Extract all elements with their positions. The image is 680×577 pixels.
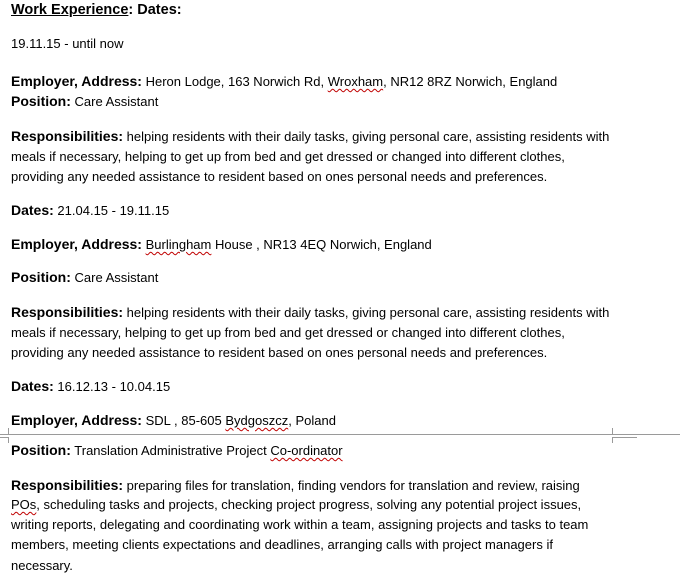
responsibilities-label: Responsibilities: — [11, 477, 124, 493]
job3-resp-line: necessary. — [11, 558, 73, 573]
job3-dates — [11, 376, 170, 397]
job2-resp-line: meals if necessary, helping to get up from bed and get dressed or changed into different clothes, — [11, 325, 565, 340]
job1-dates: 19.11.15 - until now — [11, 36, 124, 51]
employer-label: Employer, Address: — [11, 412, 142, 428]
work-experience-heading: Work Experience — [11, 2, 129, 18]
dates-heading: : Dates: — [128, 2, 182, 18]
position-text: Care Assistant — [74, 94, 159, 109]
position-label: Position: — [11, 442, 71, 458]
spellcheck-word: Bydgoszcz — [225, 413, 289, 428]
job3-position — [11, 440, 343, 461]
responsibilities-label: Responsibilities: — [11, 304, 124, 320]
resp-text: helping residents with their daily tasks, giving personal care, assisting residents with — [126, 305, 610, 320]
job3-resp-line: members, meeting clients expectations and deadlines, arranging calls with project managers if — [11, 537, 553, 552]
section-heading — [11, 0, 182, 20]
job3-employer — [11, 410, 336, 431]
employer-text: , Poland — [288, 413, 336, 428]
job3-resp-line — [11, 495, 581, 515]
page-break-line — [0, 434, 680, 435]
job1-position — [11, 91, 158, 112]
job1-resp-line: providing any needed assistance to resident based on ones personal needs and preferences. — [11, 169, 548, 184]
job1-resp-line: meals if necessary, helping to get up from bed and get dressed or changed into different clothes, — [11, 149, 565, 164]
page-margin-mark — [612, 437, 637, 443]
job1-employer — [11, 71, 557, 92]
spellcheck-word: Burlingham — [145, 237, 212, 252]
dates-label: Dates: — [11, 378, 54, 394]
job3-resp-line — [11, 475, 580, 496]
spellcheck-word: POs — [11, 497, 37, 512]
position-text: Translation Administrative Project — [74, 443, 271, 458]
dates-text: 16.12.13 - 10.04.15 — [57, 379, 171, 394]
job1-resp-line — [11, 126, 609, 147]
employer-label: Employer, Address: — [11, 73, 142, 89]
job2-resp-line: providing any needed assistance to resident based on ones personal needs and preferences. — [11, 345, 548, 360]
resp-text: preparing files for translation, finding vendors for translation and review, raising — [126, 478, 580, 493]
position-label: Position: — [11, 269, 71, 285]
employer-text: , NR12 8RZ Norwich, England — [383, 74, 558, 89]
page-margin-mark — [0, 437, 9, 443]
resp-text: , scheduling tasks and projects, checking project progress, solving any potential project issues, — [36, 497, 582, 512]
employer-text: SDL , 85-605 — [145, 413, 226, 428]
job2-position — [11, 267, 158, 288]
job2-employer — [11, 234, 432, 255]
dates-label: Dates: — [11, 202, 54, 218]
resp-text: helping residents with their daily tasks, giving personal care, assisting residents with — [126, 129, 610, 144]
employer-text: Heron Lodge, 163 Norwich Rd, — [145, 74, 328, 89]
position-text: Care Assistant — [74, 270, 159, 285]
job2-resp-line — [11, 302, 609, 323]
responsibilities-label: Responsibilities: — [11, 128, 124, 144]
spellcheck-word: Wroxham — [327, 74, 384, 89]
position-label: Position: — [11, 93, 71, 109]
employer-label: Employer, Address: — [11, 236, 142, 252]
spellcheck-word: Co-ordinator — [270, 443, 343, 458]
job2-dates — [11, 200, 169, 221]
dates-text: 21.04.15 - 19.11.15 — [57, 203, 170, 218]
employer-text: House , NR13 4EQ Norwich, England — [211, 237, 432, 252]
job3-resp-line: writing reports, delegating and coordinating work within a team, assigning projects and tasks to team — [11, 517, 589, 532]
